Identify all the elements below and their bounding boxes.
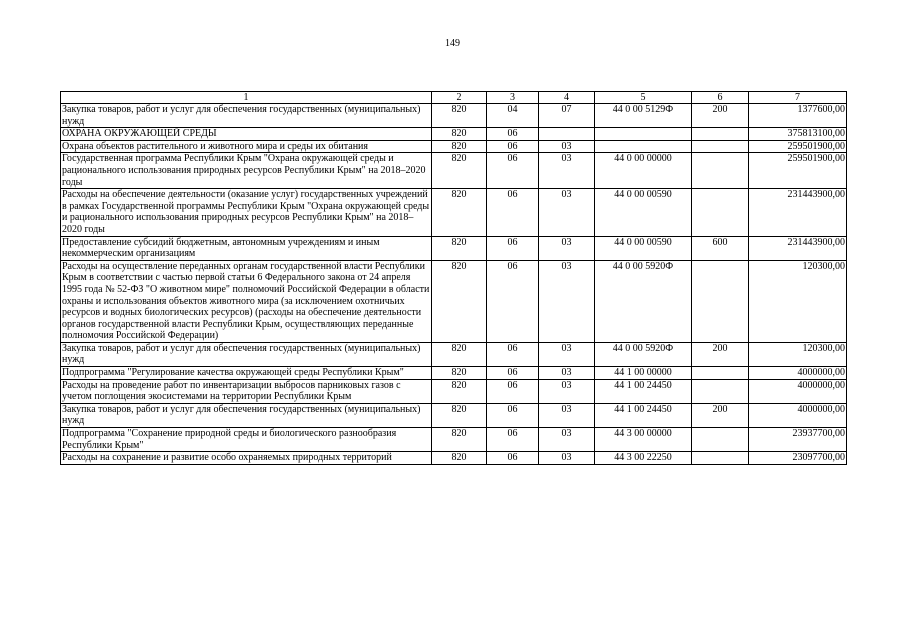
section-code-cell: 06 — [487, 153, 539, 189]
expense-name-cell: Государственная программа Республики Крым "Охрана окружающей среды и рационального использования природных ресурсов Республики Крым" на 2018–2020 годы — [61, 153, 432, 189]
expense-type-cell — [692, 452, 749, 465]
section-code-cell: 06 — [487, 452, 539, 465]
expense-name-cell: Охрана объектов растительного и животного мира и среды их обитания — [61, 140, 432, 153]
expense-type-cell — [692, 367, 749, 380]
table-row — [61, 260, 847, 342]
amount-cell: 4000000,00 — [749, 367, 847, 380]
target-article-cell: 44 0 00 5920Ф — [595, 342, 692, 366]
column-header: 4 — [539, 92, 595, 104]
expense-type-cell — [692, 153, 749, 189]
expense-type-cell: 200 — [692, 342, 749, 366]
amount-cell: 231443900,00 — [749, 236, 847, 260]
subsection-code-cell: 03 — [539, 153, 595, 189]
table-row — [61, 379, 847, 403]
ministry-code-cell: 820 — [432, 342, 487, 366]
expense-name-cell: Расходы на проведение работ по инвентаризации выбросов парниковых газов с учетом поглощения экосистемами на территории Республики Крым — [61, 379, 432, 403]
page-number: 149 — [445, 38, 460, 49]
expense-name-cell: Подпрограмма "Регулирование качества окружающей среды Республики Крым" — [61, 367, 432, 380]
subsection-code-cell: 03 — [539, 236, 595, 260]
table-row — [61, 342, 847, 366]
ministry-code-cell: 820 — [432, 367, 487, 380]
target-article-cell: 44 3 00 22250 — [595, 452, 692, 465]
ministry-code-cell: 820 — [432, 153, 487, 189]
target-article-cell: 44 0 00 00590 — [595, 189, 692, 236]
expense-name-cell: Закупка товаров, работ и услуг для обеспечения государственных (муниципальных) нужд — [61, 104, 432, 128]
expense-type-cell — [692, 140, 749, 153]
section-code-cell: 06 — [487, 342, 539, 366]
expense-name-cell: Закупка товаров, работ и услуг для обеспечения государственных (муниципальных) нужд — [61, 403, 432, 427]
subsection-code-cell: 03 — [539, 189, 595, 236]
ministry-code-cell: 820 — [432, 260, 487, 342]
target-article-cell: 44 1 00 00000 — [595, 367, 692, 380]
target-article-cell: 44 1 00 24450 — [595, 403, 692, 427]
column-header: 3 — [487, 92, 539, 104]
target-article-cell: 44 3 00 00000 — [595, 428, 692, 452]
table-body — [61, 104, 847, 465]
table-row — [61, 128, 847, 141]
table-row — [61, 403, 847, 427]
section-code-cell: 06 — [487, 367, 539, 380]
expense-type-cell — [692, 379, 749, 403]
section-code-cell: 06 — [487, 379, 539, 403]
section-code-cell: 06 — [487, 403, 539, 427]
table-row — [61, 189, 847, 236]
subsection-code-cell: 03 — [539, 428, 595, 452]
subsection-code-cell: 03 — [539, 379, 595, 403]
expense-name-cell: Расходы на обеспечение деятельности (оказание услуг) государственных учреждений в рамках Государственной программы Республики Крым "Охрана окружающей среды и рационального использования природных ресурсов Республики Крым" на 2018–2020 годы — [61, 189, 432, 236]
amount-cell: 23937700,00 — [749, 428, 847, 452]
subsection-code-cell: 07 — [539, 104, 595, 128]
expense-type-cell — [692, 128, 749, 141]
expense-name-cell: Подпрограмма "Сохранение природной среды и биологического разнообразия Республики Крым" — [61, 428, 432, 452]
section-code-cell: 06 — [487, 189, 539, 236]
column-header: 6 — [692, 92, 749, 104]
expense-type-cell: 600 — [692, 236, 749, 260]
section-code-cell: 04 — [487, 104, 539, 128]
budget-table — [60, 91, 847, 465]
amount-cell: 259501900,00 — [749, 153, 847, 189]
subsection-code-cell: 03 — [539, 452, 595, 465]
amount-cell: 120300,00 — [749, 260, 847, 342]
table-row — [61, 428, 847, 452]
ministry-code-cell: 820 — [432, 403, 487, 427]
subsection-code-cell: 03 — [539, 403, 595, 427]
subsection-code-cell: 03 — [539, 367, 595, 380]
target-article-cell — [595, 128, 692, 141]
table-row — [61, 140, 847, 153]
subsection-code-cell: 03 — [539, 140, 595, 153]
ministry-code-cell: 820 — [432, 189, 487, 236]
ministry-code-cell: 820 — [432, 140, 487, 153]
target-article-cell: 44 0 00 00000 — [595, 153, 692, 189]
amount-cell: 1377600,00 — [749, 104, 847, 128]
subsection-code-cell — [539, 128, 595, 141]
ministry-code-cell: 820 — [432, 428, 487, 452]
expense-type-cell — [692, 260, 749, 342]
target-article-cell: 44 0 00 5129Ф — [595, 104, 692, 128]
amount-cell: 259501900,00 — [749, 140, 847, 153]
expense-type-cell: 200 — [692, 104, 749, 128]
section-code-cell: 06 — [487, 260, 539, 342]
amount-cell: 120300,00 — [749, 342, 847, 366]
target-article-cell: 44 0 00 00590 — [595, 236, 692, 260]
column-header: 1 — [61, 92, 432, 104]
ministry-code-cell: 820 — [432, 128, 487, 141]
subsection-code-cell: 03 — [539, 342, 595, 366]
section-code-cell: 06 — [487, 428, 539, 452]
header-row — [61, 92, 847, 104]
expense-name-cell: Предоставление субсидий бюджетным, автономным учреждениям и иным некоммерческим организациям — [61, 236, 432, 260]
ministry-code-cell: 820 — [432, 379, 487, 403]
section-code-cell: 06 — [487, 140, 539, 153]
table-row — [61, 104, 847, 128]
amount-cell: 4000000,00 — [749, 379, 847, 403]
amount-cell: 23097700,00 — [749, 452, 847, 465]
table-row — [61, 153, 847, 189]
expense-name-cell: Закупка товаров, работ и услуг для обеспечения государственных (муниципальных) нужд — [61, 342, 432, 366]
ministry-code-cell: 820 — [432, 104, 487, 128]
expense-type-cell — [692, 189, 749, 236]
expense-name-cell: ОХРАНА ОКРУЖАЮЩЕЙ СРЕДЫ — [61, 128, 432, 141]
expense-name-cell: Расходы на осуществление переданных органам государственной власти Республики Крым в соответствии с частью первой статьи 6 Федерального закона от 24 апреля 1995 года № 52-ФЗ "О животном мире" полномочий Российской Федерации в области охраны и использования объектов животного мира (за исключением охотничьих ресурсов и водных биологических ресурсов) (расходы на обеспечение деятельности органов государственной власти Республики Крым, осуществляющих переданные полномочия Российской Федерации) — [61, 260, 432, 342]
column-header: 5 — [595, 92, 692, 104]
ministry-code-cell: 820 — [432, 452, 487, 465]
table-row — [61, 236, 847, 260]
subsection-code-cell: 03 — [539, 260, 595, 342]
expense-type-cell: 200 — [692, 403, 749, 427]
expense-type-cell — [692, 428, 749, 452]
amount-cell: 231443900,00 — [749, 189, 847, 236]
table-row — [61, 367, 847, 380]
table-row — [61, 452, 847, 465]
target-article-cell — [595, 140, 692, 153]
expense-name-cell: Расходы на сохранение и развитие особо охраняемых природных территорий — [61, 452, 432, 465]
target-article-cell: 44 0 00 5920Ф — [595, 260, 692, 342]
ministry-code-cell: 820 — [432, 236, 487, 260]
amount-cell: 4000000,00 — [749, 403, 847, 427]
target-article-cell: 44 1 00 24450 — [595, 379, 692, 403]
section-code-cell: 06 — [487, 128, 539, 141]
section-code-cell: 06 — [487, 236, 539, 260]
column-header: 2 — [432, 92, 487, 104]
amount-cell: 375813100,00 — [749, 128, 847, 141]
column-header: 7 — [749, 92, 847, 104]
